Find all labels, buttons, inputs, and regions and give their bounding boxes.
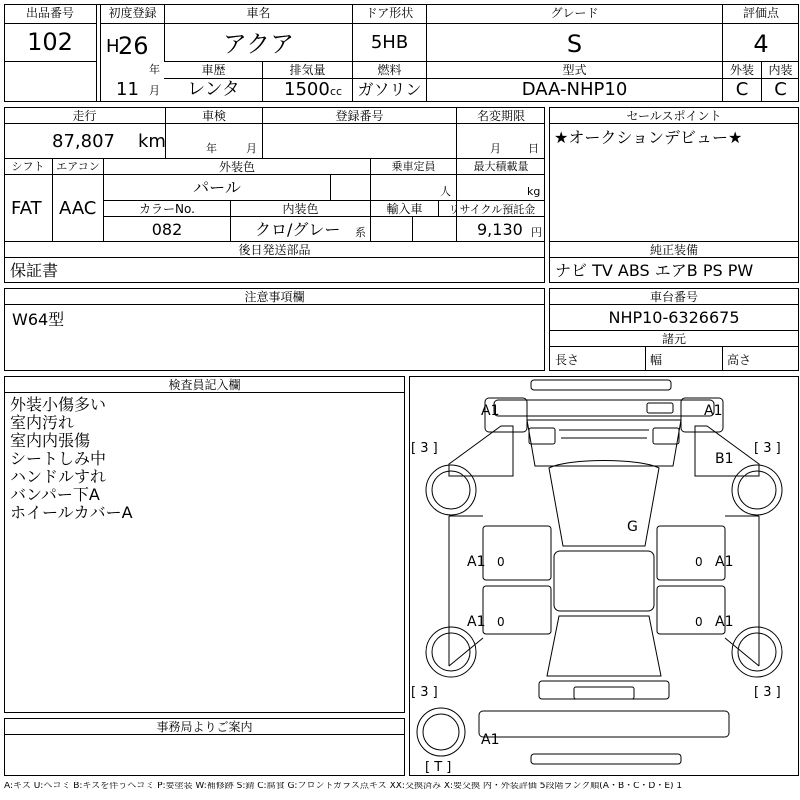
color-number: 082	[151, 220, 183, 239]
car-history: レンタ	[187, 79, 240, 100]
wheel-rear-right	[732, 627, 782, 677]
air-conditioner: AAC	[59, 198, 97, 219]
roof	[554, 551, 654, 611]
equipment: ナビ TV ABS エアB PS PW	[555, 261, 754, 280]
mark-front-right: A1	[704, 403, 723, 419]
model-label: 型式	[562, 63, 587, 77]
windshield-roof	[549, 461, 659, 547]
mark-zero-rr: 0	[695, 615, 703, 629]
mark-door-rr: A1	[715, 614, 734, 630]
capacity-label: 乗車定員	[391, 160, 436, 173]
interior-grade-label: 内装	[768, 63, 793, 77]
era: H	[106, 36, 120, 57]
color-number-label: カラーNo.	[139, 202, 195, 216]
caution-label: 注意事項欄	[244, 290, 305, 304]
mark-wheel-fr: [ 3 ]	[754, 441, 781, 456]
mark-door-fr: A1	[715, 554, 734, 570]
registration-month: 11	[116, 79, 139, 100]
lot-number: 102	[27, 28, 73, 56]
wheel-rear-left	[426, 627, 476, 677]
headlamp-right	[653, 428, 679, 444]
inspection-month-unit: 月	[246, 142, 257, 155]
mark-wheel-rr: [ 3 ]	[754, 685, 781, 700]
model-code: DAA-NHP10	[521, 79, 628, 100]
mark-rear-right-quarter: B1	[715, 451, 734, 467]
displacement-label: 排気量	[289, 63, 326, 77]
grade: S	[566, 30, 583, 58]
inspector-note-3: 室内内張傷	[10, 431, 91, 450]
door-label: ドア形状	[365, 6, 414, 20]
caution-note: W64型	[12, 310, 65, 329]
ac-label: エアコン	[56, 160, 100, 173]
score-label: 評価点	[742, 6, 779, 20]
car-outline-diagram	[409, 376, 799, 776]
width-label: 幅	[650, 353, 663, 367]
spare-wheel	[417, 708, 465, 756]
import-label: 輸入車	[386, 202, 423, 216]
mark-door-rl: A1	[467, 614, 486, 630]
mark-zero-fr: 0	[695, 555, 703, 569]
km-unit: km	[138, 131, 166, 152]
lot-number-label: 出品番号	[25, 6, 74, 20]
rear-hatch	[539, 681, 669, 699]
mark-rear: A1	[481, 732, 500, 748]
chassis-number-label: 車台番号	[649, 290, 698, 304]
exterior-color: パール	[193, 178, 241, 197]
mark-wheel-fl: [ 3 ]	[411, 441, 438, 456]
interior-color-suffix: 系	[355, 226, 366, 239]
grade-label: グレード	[550, 6, 599, 20]
rear-bumper	[479, 711, 729, 737]
exterior-color-label: 外装色	[218, 160, 255, 174]
license-plate	[574, 687, 634, 699]
max-load-label: 最大積載量	[473, 160, 529, 173]
chassis-number: NHP10-6326675	[608, 308, 740, 327]
length-label: 長さ	[555, 353, 580, 367]
mark-front-left: A1	[481, 403, 500, 419]
interior-color-label: 内装色	[282, 202, 319, 216]
front-bumper-top	[531, 380, 671, 390]
wheel-front-left	[426, 465, 476, 515]
inspector-note-6: バンパー下A	[10, 485, 100, 504]
door-front-right	[657, 526, 725, 580]
shift-label: シフト	[11, 160, 45, 173]
registration-year: 26	[118, 32, 149, 60]
interior-color: クロ/グレー	[255, 220, 341, 239]
mark-spare: [ T ]	[425, 760, 452, 775]
capacity-unit: 人	[440, 185, 451, 198]
registration-number-label: 登録番号	[335, 109, 384, 123]
yen-unit: 円	[531, 226, 542, 239]
grille	[559, 430, 649, 438]
left-front-fender	[449, 426, 513, 476]
fuel-label: 燃料	[377, 63, 402, 77]
hood	[527, 420, 681, 466]
mark-zero-fl: 0	[497, 555, 505, 569]
legend: A:キズ U:ヘコミ B:キズを伴うヘコミ P:要塗装 W:補修跡 S:錆 C:腐食 G:フロントガラス点キズ XX:交換済み X:要交換 内・外装評価 5段階ランク順(A・B・C・D・E) 1	[4, 782, 683, 791]
inspection-label: 車検	[201, 109, 226, 123]
left-sill	[449, 516, 486, 666]
office-label: 事務局よりご案内	[156, 720, 253, 734]
inspector-label: 検査員記入欄	[168, 378, 241, 392]
mileage-label: 走行	[72, 109, 97, 123]
inspection-year-unit: 年	[206, 142, 217, 155]
inspector-note-5: ハンドルすれ	[10, 467, 107, 486]
displacement: 1500	[284, 79, 330, 100]
later-parts-label: 後日発送部品	[238, 243, 311, 257]
title-change-label: 名変期限	[476, 109, 525, 123]
sales-point-label: セールスポイント	[626, 109, 722, 123]
shift: FAT	[11, 198, 42, 219]
inspector-note-1: 外装小傷多い	[10, 395, 107, 414]
title-change-month-unit: 月	[490, 142, 501, 155]
year-unit: 年	[149, 63, 160, 76]
door-front-left	[483, 526, 551, 580]
month-unit: 月	[149, 84, 160, 97]
first-registration-label: 初度登録	[108, 6, 157, 20]
wheel-front-right	[732, 465, 782, 515]
car-name-label: 車名	[246, 6, 271, 20]
score: 4	[753, 30, 769, 58]
inspector-note-2: 室内汚れ	[10, 413, 75, 432]
interior-grade: C	[774, 79, 787, 100]
door-rear-left	[483, 586, 551, 634]
recycle-fee-label: リサイクル預託金	[448, 203, 536, 216]
sales-point: ★オークションデビュー★	[554, 128, 743, 147]
exterior-grade: C	[735, 79, 749, 100]
headlamp-left	[529, 428, 555, 444]
inspector-note-4: シートしみ中	[10, 449, 107, 468]
mileage: 87,807	[52, 131, 115, 152]
recycle-fee: 9,130	[477, 220, 523, 239]
mark-roof: G	[627, 519, 638, 535]
mark-wheel-rl: [ 3 ]	[411, 685, 438, 700]
title-change-day-unit: 日	[528, 142, 539, 155]
mark-door-fl: A1	[467, 554, 486, 570]
exterior-grade-label: 外装	[729, 63, 754, 77]
later-parts: 保証書	[10, 261, 59, 280]
history-label: 車歴	[201, 63, 226, 77]
rear-glass	[547, 616, 661, 676]
dimensions-label: 諸元	[661, 332, 686, 346]
mark-zero-rl: 0	[497, 615, 505, 629]
right-sill	[725, 516, 759, 666]
car-name: アクア	[222, 30, 295, 58]
equipment-label: 純正装備	[649, 243, 698, 257]
door-type: 5HB	[370, 32, 409, 53]
rear-bumper-bottom	[531, 754, 681, 764]
cc-unit: cc	[330, 85, 343, 98]
max-load-unit: kg	[527, 185, 541, 198]
inspector-note-7: ホイールカバーA	[10, 503, 133, 522]
height-label: 高さ	[727, 353, 752, 367]
fuel: ガソリン	[357, 80, 422, 99]
front-marker	[647, 403, 673, 413]
